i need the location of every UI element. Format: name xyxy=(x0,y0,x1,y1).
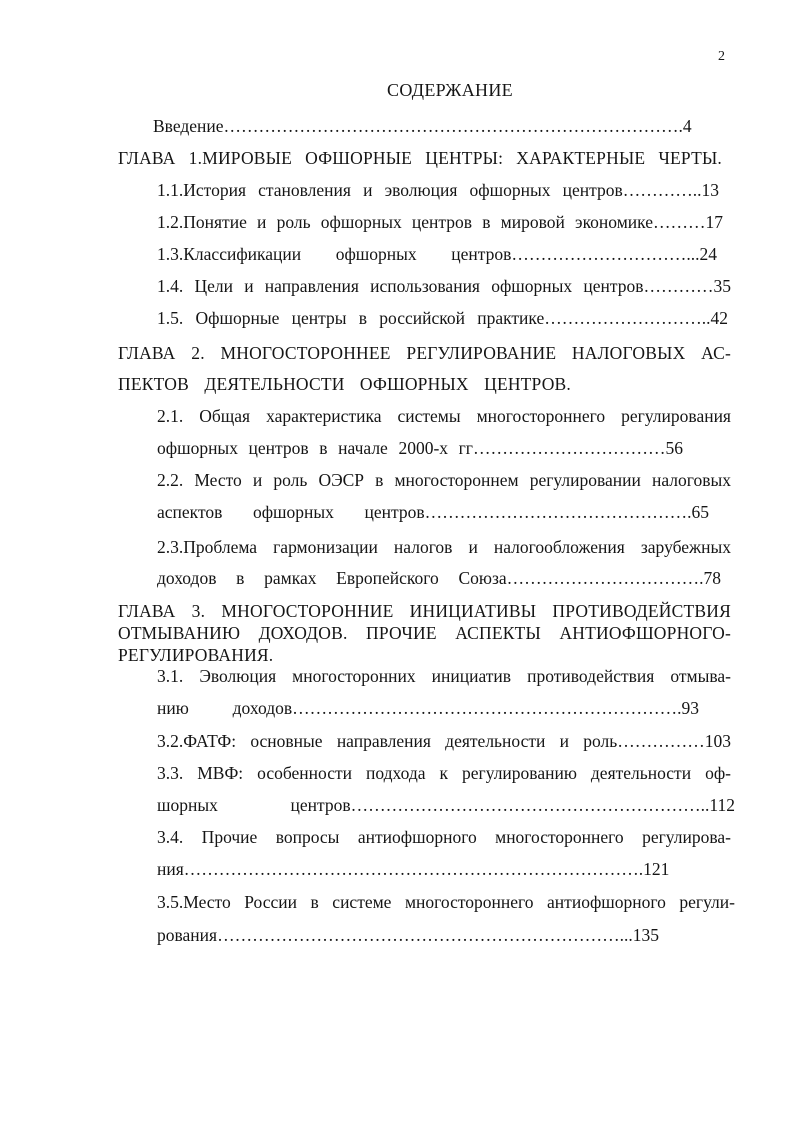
toc-entry-3-5-cont: рования……………………………………………………………...135 xyxy=(157,925,659,945)
toc-entry-2-3-cont: доходов в рамках Европейского Союза…………………………….78 xyxy=(157,568,721,588)
toc-entry-3-4-cont: ния…………………………………………………………………….121 xyxy=(157,859,670,879)
toc-entry-1-3: 1.3.Классификации офшорных центров…………………………...24 xyxy=(157,244,717,264)
toc-entry-2-1-cont: офшорных центров в начале 2000-х гг……………………………56 xyxy=(157,438,683,458)
toc-entry-1-4: 1.4. Цели и направления использования офшорных центров…………35 xyxy=(157,276,731,296)
toc-entry-3-3-cont: шорных центров……………………………………………………..112 xyxy=(157,795,735,815)
toc-entry-3-2: 3.2.ФАТФ: основные направления деятельности и роль……………103 xyxy=(157,731,731,751)
toc-entry-3-3: 3.3. МВФ: особенности подхода к регулированию деятельности оф- xyxy=(157,763,731,783)
toc-entry-3-5: 3.5.Место России в системе многостороннего антиофшорного регули- xyxy=(157,892,735,912)
toc-chapter-2-cont: ПЕКТОВ ДЕЯТЕЛЬНОСТИ ОФШОРНЫХ ЦЕНТРОВ. xyxy=(118,374,571,394)
toc-entry-2-2: 2.2. Место и роль ОЭСР в многостороннем регулировании налоговых xyxy=(157,470,731,490)
toc-entry-3-4: 3.4. Прочие вопросы антиофшорного многостороннего регулирова- xyxy=(157,827,731,847)
page-title: СОДЕРЖАНИЕ xyxy=(387,80,513,100)
toc-entry-2-2-cont: аспектов офшорных центров……………………………………….65 xyxy=(157,502,709,522)
toc-entry-introduction: Введение…………………………………………………………………….4 xyxy=(153,116,692,136)
toc-entry-3-1-cont: нию доходов………………………………………………………….93 xyxy=(157,698,699,718)
toc-entry-3-1: 3.1. Эволюция многосторонних инициатив противодействия отмыва- xyxy=(157,666,731,686)
toc-entry-1-2: 1.2.Понятие и роль офшорных центров в мировой экономике………17 xyxy=(157,212,723,232)
toc-chapter-3-cont-2: РЕГУЛИРОВАНИЯ. xyxy=(118,645,274,665)
toc-chapter-2: ГЛАВА 2. МНОГОСТОРОННЕЕ РЕГУЛИРОВАНИЕ НАЛОГОВЫХ АС- xyxy=(118,343,731,363)
toc-chapter-3: ГЛАВА 3. МНОГОСТОРОННИЕ ИНИЦИАТИВЫ ПРОТИВОДЕЙСТВИЯ xyxy=(118,601,731,621)
toc-chapter-3-cont: ОТМЫВАНИЮ ДОХОДОВ. ПРОЧИЕ АСПЕКТЫ АНТИОФШОРНОГО- xyxy=(118,623,731,643)
toc-entry-2-3: 2.3.Проблема гармонизации налогов и налогообложения зарубежных xyxy=(157,537,731,557)
toc-chapter-1: ГЛАВА 1.МИРОВЫЕ ОФШОРНЫЕ ЦЕНТРЫ: ХАРАКТЕРНЫЕ ЧЕРТЫ. xyxy=(118,148,722,168)
toc-entry-1-5: 1.5. Офшорные центры в российской практике………………………..42 xyxy=(157,308,728,328)
toc-entry-2-1: 2.1. Общая характеристика системы многостороннего регулирования xyxy=(157,406,731,426)
page-number: 2 xyxy=(718,49,725,64)
toc-entry-1-1: 1.1.История становления и эволюция офшорных центров…………..13 xyxy=(157,180,719,200)
